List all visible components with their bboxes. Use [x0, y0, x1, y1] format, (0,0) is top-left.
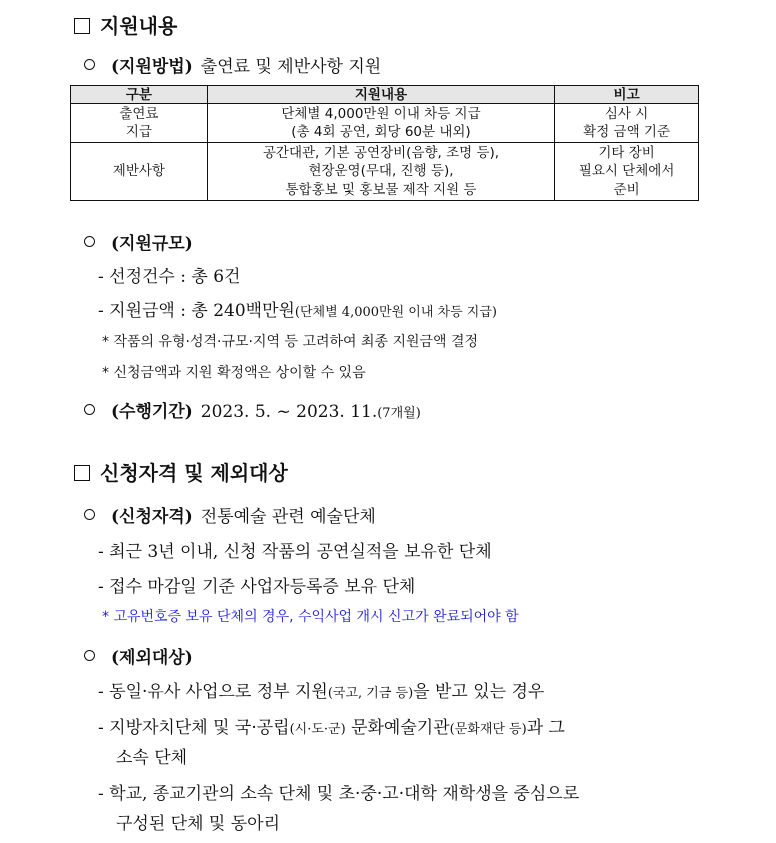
table-row: [71, 104, 699, 143]
scale-label: (지원규모): [111, 234, 193, 254]
circle-bullet-icon: [84, 650, 95, 661]
section-heading-eligibility: 신청자격 및 제외대상: [74, 457, 288, 486]
period-label: (수행기간): [111, 402, 193, 422]
eligibility-item: - 접수 마감일 기준 사업자등록증 보유 단체: [98, 577, 416, 597]
circle-bullet-icon: [84, 404, 95, 415]
period-line: (수행기간) 2023. 5. ~ 2023. 11.(7개월): [84, 397, 421, 422]
exclusion-item: - 지방자치단체 및 국·공립(시·도·군) 문화예술기관(문화재단 등)과 그: [98, 718, 565, 738]
support-table: [70, 85, 699, 201]
table-header-row: [71, 86, 699, 104]
eligibility-item: - 최근 3년 이내, 신청 작품의 공연실적을 보유한 단체: [98, 542, 492, 562]
exclusion-item: - 학교, 종교기관의 소속 단체 및 초·중·고·대학 재학생을 중심으로: [98, 784, 580, 804]
method-text: 출연료 및 제반사항 지원: [200, 57, 382, 77]
table-cell: 출연료 지급: [71, 104, 208, 143]
exclusion-item: - 동일·유사 사업으로 정부 지원(국고, 기금 등)을 받고 있는 경우: [98, 682, 545, 702]
table-cell: 단체별 4,000만원 이내 차등 지급 (총 4회 공연, 회당 60분 내외): [207, 104, 554, 143]
circle-bullet-icon: [84, 236, 95, 247]
method-label: (지원방법): [111, 57, 193, 77]
table-cell: 심사 시 확정 금액 기준: [555, 104, 699, 143]
scale-line: [84, 229, 201, 254]
eligibility-label: (신청자격): [111, 507, 193, 527]
checkbox-square-icon: [74, 18, 90, 34]
table-cell: 공간대관, 기본 공연장비(음향, 조명 등), 현장운영(무대, 진행 등), 통합홍보 및 홍보물 제작 지원 등: [207, 143, 554, 201]
scale-count: - 선정건수 : 총 6건: [98, 267, 241, 287]
table-header-cell: 비고: [555, 86, 699, 104]
scale-amount: - 지원금액 : 총 240백만원(단체별 4,000만원 이내 차등 지급): [98, 301, 497, 321]
eligibility-line: (신청자격) 전통예술 관련 예술단체: [84, 502, 376, 527]
table-header-cell: 지원내용: [207, 86, 554, 104]
scale-note: * 신청금액과 지원 확정액은 상이할 수 있음: [102, 365, 366, 381]
table-row: [71, 143, 699, 201]
circle-bullet-icon: [84, 59, 95, 70]
checkbox-square-icon: [74, 465, 90, 481]
circle-bullet-icon: [84, 509, 95, 520]
scale-note: * 작품의 유형·성격·규모·지역 등 고려하여 최종 지원금액 결정: [102, 334, 479, 350]
table-header-cell: 구분: [71, 86, 208, 104]
section-heading-support: 지원내용: [74, 10, 177, 39]
method-line: [84, 52, 381, 77]
exclusion-item-continued: 소속 단체: [116, 748, 188, 768]
eligibility-note: * 고유번호증 보유 단체의 경우, 수익사업 개시 신고가 완료되어야 함: [102, 609, 519, 625]
exclusion-line: [84, 643, 201, 668]
table-cell: 제반사항: [71, 143, 208, 201]
table-cell: 기타 장비 필요시 단체에서 준비: [555, 143, 699, 201]
exclusion-item-continued: 구성된 단체 및 동아리: [116, 814, 281, 834]
exclusion-label: (제외대상): [111, 648, 193, 668]
